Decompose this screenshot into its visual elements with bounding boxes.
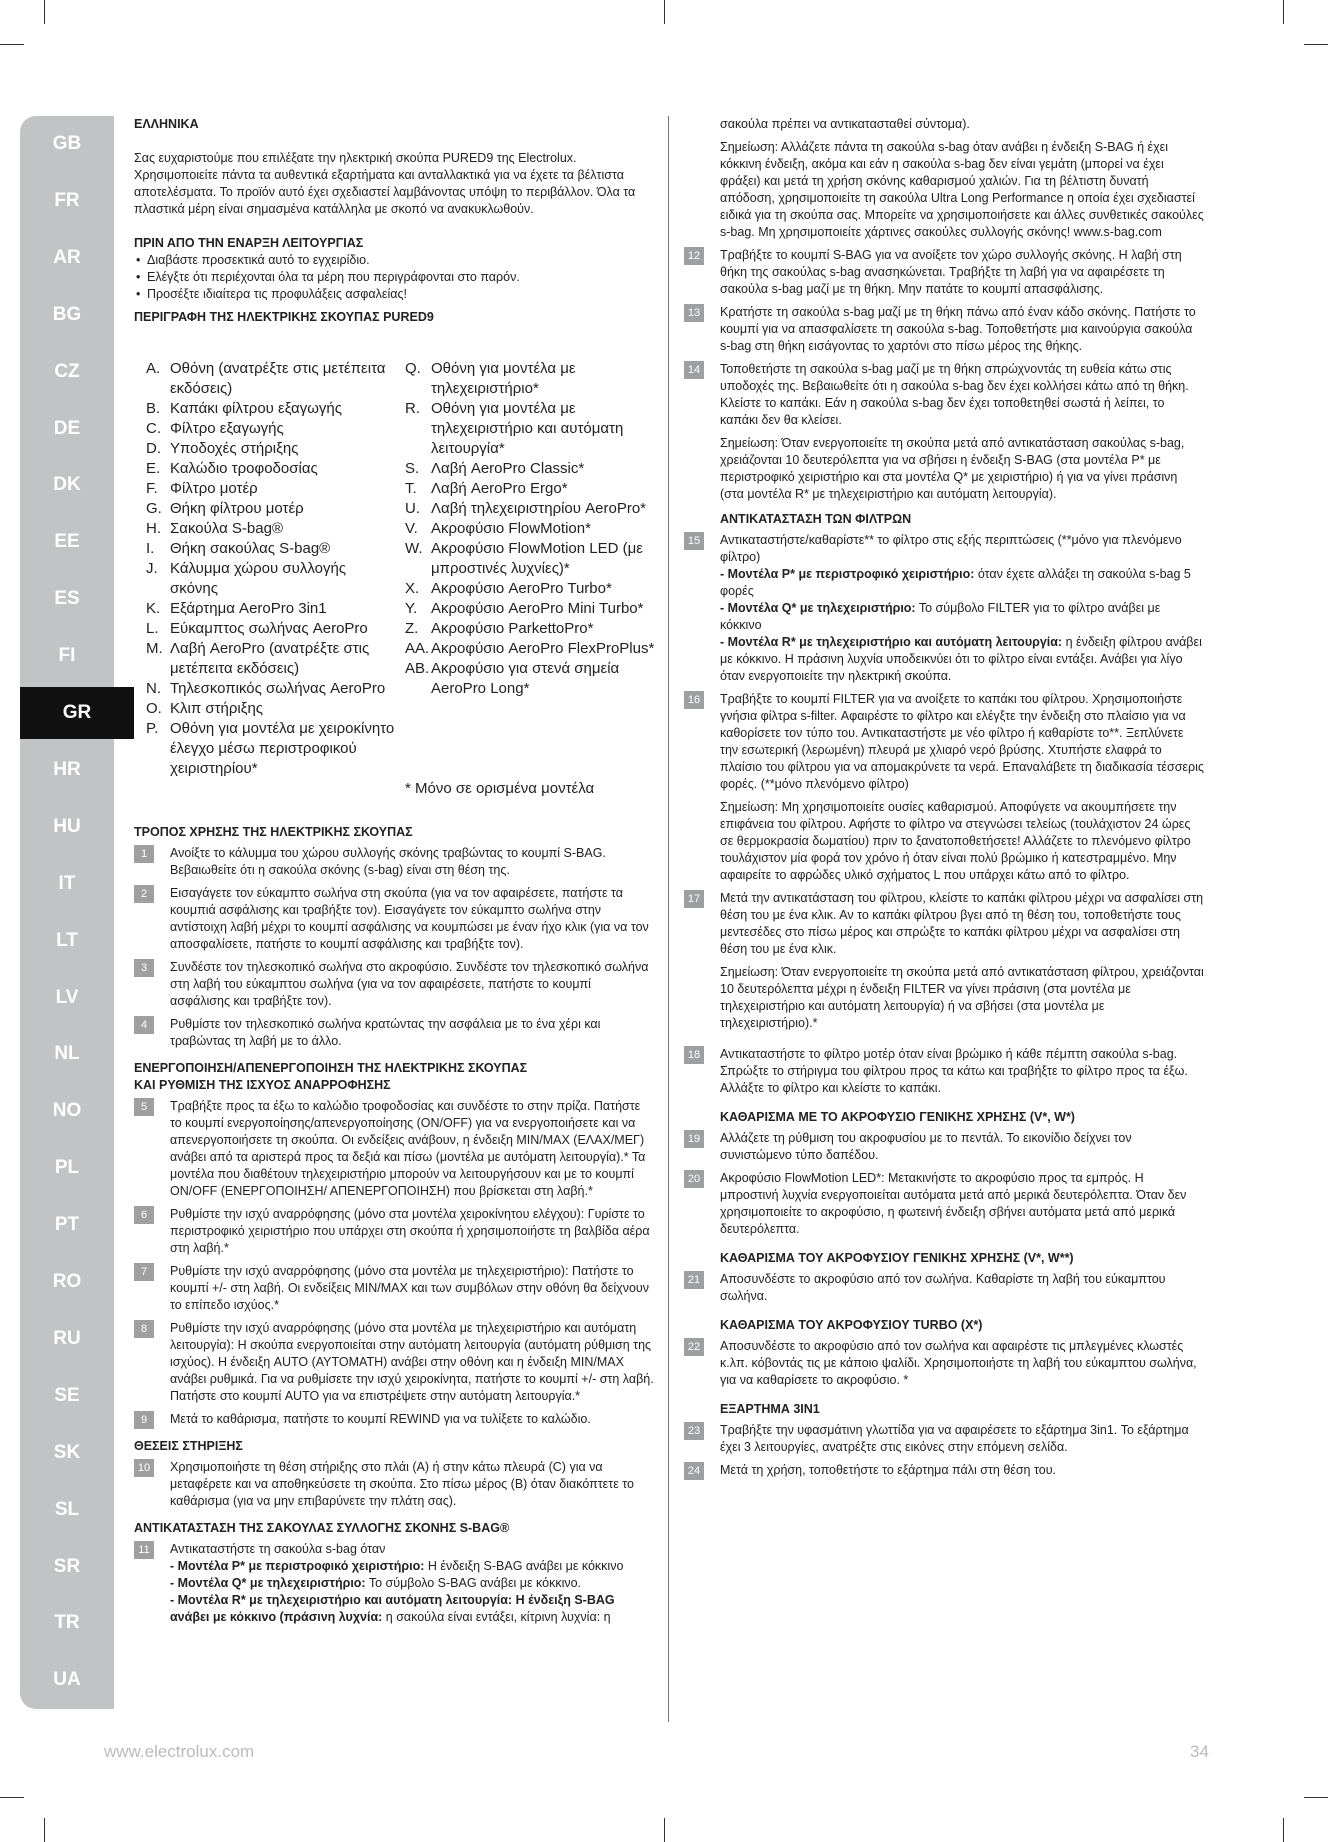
part-key: Z. <box>405 620 419 637</box>
language-tab-fi[interactable]: FI <box>58 645 76 667</box>
part-key: AB. <box>405 660 430 677</box>
step-11-line-3: - Μοντέλα R* με τηλεχειριστήριο και αυτόματη λειτουργία: Η ένδειξη S-BAG ανάβει με κόκκινο (πράσινη λυχνία: η σακούλα είναι εντάξει, κίτρινη λυχνία: η <box>170 1593 615 1624</box>
left-column-lower <box>134 824 654 1632</box>
step-text: Εισαγάγετε τον εύκαμπτο σωλήνα στη σκούπα (για να τον αφαιρέσετε, πατήστε τα κουμπιά ασφάλισης και τραβήξτε τον). Εισαγάγετε τον εύκαμπτο σωλήνα στην αντίστοιχη λαβή μέχρι το κουμπί ασφάλισης να κουμπώσει με έναν ήχο κλικ (για να τον αποσφαλίσετε, πατήστε το κουμπί ασφάλισης και τραβήξτε τον). <box>170 886 649 951</box>
part-key: F. <box>146 480 158 497</box>
step-1 <box>134 845 654 879</box>
before-title: ΠΡΙΝ ΑΠΟ ΤΗΝ ΕΝΑΡΞΗ ΛΕΙΤΟΥΡΓΙΑΣ <box>134 236 364 250</box>
step-text: Ρυθμίστε την ισχύ αναρρόφησης (μόνο στα μοντέλα με τηλεχειριστήριο): Πατήστε το κουμπί +/- στη λαβή. Οι ενδείξεις MIN/MAX και των συμβόλων στην οθόνη θα δείχνουν το επίπεδο ισχύος.* <box>170 1264 649 1312</box>
part-label: Τηλεσκοπικός σωλήνας AeroPro <box>170 680 386 697</box>
step-number: 23 <box>684 1422 704 1440</box>
part-item <box>146 519 396 539</box>
part-key: O. <box>146 700 162 717</box>
language-tab-ro[interactable]: RO <box>52 1271 82 1292</box>
step-23 <box>684 1422 1204 1456</box>
part-key: P. <box>146 720 159 737</box>
part-label: Λαβή AeroPro (ανατρέξτε στις μετέπειτα εκδόσεις) <box>170 640 370 677</box>
before-list-item: • Προσέξτε ιδιαίτερα τις προφυλάξεις ασφαλείας! <box>134 286 654 303</box>
step-text: Αλλάζετε τη ρύθμιση του ακροφυσίου με το πεντάλ. Το εικονίδιο δείχνει τον συνιστώμενο τύπο δαπέδου. <box>720 1131 1132 1162</box>
step-text: Ρυθμίστε την ισχύ αναρρόφησης (μόνο στα μοντέλα με τηλεχειριστήριο και αυτόματη λειτουργία): Η σκούπα ενεργοποιείται στην αυτόματη λειτουργία (αυτόματη ρύθμιση της ισχύος). Η ένδειξη AUTO (ΑΥΤΟΜΑΤΗ) ανάβει στην οθόνη και η ένδειξη MIN/MAX ανάβει ρυθμικά. Για να ρυθμίσετε την ισχύ χειροκίνητα, πατήστε το κουμπί +/- στη λαβή. Πατήστε στο κουμπί AUTO για να επιστρέψετε στην αυτόματη λειτουργία.* <box>170 1321 654 1403</box>
step-text: Τραβήξτε το κουμπί S-BAG για να ανοίξετε τον χώρο συλλογής σκόνης. Η λαβή στη θήκη της σακούλας s-bag ανασηκώνεται. Τραβήξτε τη λαβή για να αφαιρέσετε τη σακούλα s-bag μαζί με τη θήκη. Μην πατάτε το κουμπί απασφάλισης. <box>720 248 1182 296</box>
language-tab-ar[interactable]: AR <box>53 246 81 268</box>
part-item <box>405 579 665 599</box>
turbo-title: ΚΑΘΑΡΙΣΜΑ ΤΟΥ ΑΚΡΟΦΥΣΙΟΥ TURBO (X*) <box>720 1318 983 1332</box>
part-item <box>146 499 396 519</box>
crop-mark <box>1304 44 1328 45</box>
step-10 <box>134 1459 654 1510</box>
step-text: Τραβήξτε προς τα έξω το καλώδιο τροφοδοσίας και συνδέστε το στην πρίζα. Πατήστε το κουμπί ενεργοποίησης/απενεργοποίησης (ON/OFF) για να ενεργοποιήσετε και να απενεργοποιήσετε τη σκούπα. Οι ενδείξεις ανάβουν, η ένδειξη MIN/MAX (ΕΛΑΧ/ΜΕΓ) ανάβει από τα αριστερά προς τα δεξιά και πίσω (μοντέλα με αυτόματη λειτουργία).* Τα μοντέλα που διαθέτουν τηλεχειριστήριο μπορούν να λειτουργήσουν και με το κουμπί ON/OFF (ΕΝΕΡΓΟΠΟΙΗΣΗ/ ΑΠΕΝΕΡΓΟΠΟΙΗΣΗ) που βρίσκεται στη λαβή.* <box>170 1099 646 1198</box>
step-number: 2 <box>134 885 154 903</box>
part-item <box>146 619 396 639</box>
part-label: Καλώδιο τροφοδοσίας <box>170 460 318 477</box>
step-6 <box>134 1206 654 1257</box>
part-key: C. <box>146 420 161 437</box>
part-item <box>146 399 396 419</box>
before-list-item: • Διαβάστε προσεκτικά αυτό το εγχειρίδιο. <box>134 252 654 269</box>
step-21 <box>684 1271 1204 1305</box>
part-key: S. <box>405 460 420 477</box>
before-list-item: • Ελέγξτε ότι περιέχονται όλα τα μέρη που περιγράφονται στο παρόν. <box>134 269 654 286</box>
step-22 <box>684 1338 1204 1389</box>
language-tab-lt[interactable]: LT <box>56 929 78 951</box>
step-number: 8 <box>134 1320 154 1338</box>
continued-text: σακούλα πρέπει να αντικατασταθεί σύντομα). <box>720 117 970 131</box>
step-12 <box>684 247 1204 298</box>
part-key: Y. <box>405 600 418 617</box>
part-item <box>405 539 665 579</box>
step-15-line-1: - Μοντέλα P* με περιστροφικό χειριστήριο: όταν έχετε αλλάξει τη σακούλα s-bag 5 φορές <box>720 567 1191 598</box>
part-label: Οθόνη για μοντέλα με τηλεχειριστήριο και αυτόματη λειτουργία* <box>431 400 624 457</box>
part-label: Ακροφύσιο FlowMotion* <box>431 520 591 537</box>
step-text: Τραβήξτε το κουμπί FILTER για να ανοίξετε το καπάκι του φίλτρου. Χρησιμοποιήστε γνήσια φίλτρα s-filter. Αφαιρέστε το φίλτρο και ελέγξτε την ένδειξη στο πλαίσιο για να καθορίσετε τον τύπο του. Αντικαταστήστε με νέο φίλτρο ή καθαρίστε το**. Ξεπλύνετε την εσωτερική (λερωμένη) πλευρά με χλιαρό νερό βρύσης. Χτυπήστε ελαφρά το πλαίσιο του φίλτρου για να απομακρύνετε τα νερά. Επαναλάβετε τη διαδικασία τέσσερις φορές. (**μόνο πλενόμενο φίλτρο) <box>720 692 1204 791</box>
part-key: H. <box>146 520 161 537</box>
step-15 <box>684 532 1204 685</box>
part-key: M. <box>146 640 163 657</box>
language-tab-hu[interactable]: HU <box>53 815 81 837</box>
language-tab-sk[interactable]: SK <box>53 1441 81 1463</box>
step-number: 24 <box>684 1462 704 1480</box>
part-label: Ακροφύσιο AeroPro Turbo* <box>431 580 612 597</box>
step-15-line-3: - Μοντέλα R* με τηλεχειριστήριο και αυτόματη λειτουργία: η ένδειξη φίλτρου ανάβει με κόκκινο. Η πράσινη λυχνία υποδεικνύει ότι το φίλτρο είναι εντάξει. Ανάβει για λίγο όταν ενεργοποιείτε την ηλεκτρική σκούπα. <box>720 635 1202 683</box>
step-text: Τοποθετήστε τη σακούλα s-bag μαζί με τη θήκη σπρώχνοντάς τη ευθεία κάτω στις υποδοχές της. Βεβαιωθείτε ότι η σακούλα s-bag δεν έχει κολλήσει κάτω από τη θήκη. Κλείστε το καπάκι. Εάν η σακούλα s-bag δεν έχει τοποθετηθεί σωστά ή λείπει, το καπάκι δεν θα κλείσει. <box>720 362 1189 427</box>
part-key: B. <box>146 400 161 417</box>
part-key: X. <box>405 580 420 597</box>
step-number: 11 <box>134 1541 154 1559</box>
general-nozzle-title: ΚΑΘΑΡΙΣΜΑ ΜΕ ΤΟ ΑΚΡΟΦΥΣΙΟ ΓΕΝΙΚΗΣ ΧΡΗΣΗΣ (V*, W*) <box>720 1110 1075 1124</box>
filters-title: ΑΝΤΙΚΑΤΑΣΤΑΣΗ ΤΩΝ ΦΙΛΤΡΩΝ <box>720 512 912 526</box>
step-11-line-2: - Μοντέλα Q* με τηλεχειριστήριο: Το σύμβολο S-BAG ανάβει με κόκκινο. <box>170 1576 582 1590</box>
part-item <box>405 479 665 499</box>
part-key: G. <box>146 500 162 517</box>
part-item <box>146 539 396 559</box>
intro-text: Σας ευχαριστούμε που επιλέξατε την ηλεκτρική σκούπα PURED9 της Electrolux. Χρησιμοποιείτε πάντα τα αυθεντικά εξαρτήματα και ανταλλακτικά για να έχετε τα βέλτιστα αποτελέσματα. Το προϊόν αυτό έχει σχεδιαστεί λαμβάνοντας υπόψη το περιβάλλον. Όλα τα πλαστικά μέρη είναι σημασμένα κατάλληλα με σκοπό να ανακυκλωθούν. <box>134 151 636 216</box>
note-filter-reset: Σημείωση: Όταν ενεργοποιείτε τη σκούπα μετά από αντικατάσταση φίλτρου, χρειάζονται 10 δευτερόλεπτα μέχρι η ένδειξη FILTER να γίνει πράσινη (στα μοντέλα με τηλεχειριστήριο και αυτόματη λειτουργία) ή να σβήσει (στα μοντέλα με τηλεχειριστήριο).* <box>720 965 1204 1030</box>
part-item <box>405 499 665 519</box>
part-item <box>405 399 665 459</box>
step-3 <box>134 959 654 1010</box>
step-number: 1 <box>134 845 154 863</box>
step-number: 16 <box>684 691 704 709</box>
step-number: 14 <box>684 361 704 379</box>
part-item <box>146 459 396 479</box>
part-label: Εξάρτημα AeroPro 3in1 <box>170 600 327 617</box>
step-18 <box>684 1046 1204 1097</box>
language-tab-ua[interactable]: UA <box>53 1669 81 1691</box>
language-tab-se[interactable]: SE <box>54 1384 80 1406</box>
step-2 <box>134 885 654 953</box>
step-text: Ακροφύσιο FlowMotion LED*: Μετακινήστε το ακροφύσιο προς τα εμπρός. Η μπροστινή λυχνία ενεργοποιείται αυτόματα μετά από μερικά δευτερόλεπτα. Όταν δεν χρησιμοποιείτε το ακροφύσιο, η φωτεινή ένδειξη σβήνει αυτόματα μετά από μερικά δευτερόλεπτα. <box>720 1171 1187 1236</box>
use-title: ΤΡΟΠΟΣ ΧΡΗΣΗΣ ΤΗΣ ΗΛΕΚΤΡΙΚΗΣ ΣΚΟΥΠΑΣ <box>134 825 413 839</box>
crop-mark <box>1283 1818 1284 1842</box>
language-tab-sl[interactable]: SL <box>54 1498 80 1520</box>
part-key: K. <box>146 600 161 617</box>
language-sidebar <box>20 116 114 1709</box>
step-number: 4 <box>134 1016 154 1034</box>
part-label: Λαβή AeroPro Ergo* <box>431 480 568 497</box>
right-column <box>684 116 1204 1485</box>
language-title: ΕΛΛΗΝΙΚΑ <box>134 117 199 131</box>
language-tab-nl[interactable]: NL <box>54 1043 80 1065</box>
part-key: A. <box>146 360 161 377</box>
column-divider <box>668 116 669 1722</box>
language-tab-es[interactable]: ES <box>54 588 80 610</box>
language-tab-pl[interactable]: PL <box>54 1157 80 1179</box>
step-24 <box>684 1462 1204 1479</box>
step-number: 10 <box>134 1459 154 1477</box>
part-item <box>405 639 665 659</box>
part-item <box>146 479 396 499</box>
language-tab-fr[interactable]: FR <box>54 189 80 211</box>
part-label: Ακροφύσιο ParkettoPro* <box>431 620 594 637</box>
step-text: Ρυθμίστε τον τηλεσκοπικό σωλήνα κρατώντας την ασφάλεια με το ένα χέρι και τραβώντας τη λαβή με το άλλο. <box>170 1017 601 1048</box>
crop-mark <box>664 0 665 24</box>
onoff-title-line1: ΕΝΕΡΓΟΠΟΙΗΣΗ/ΑΠΕΝΕΡΓΟΠΟΙΗΣΗ ΤΗΣ ΗΛΕΚΤΡΙΚΗΣ ΣΚΟΥΠΑΣ <box>134 1061 528 1075</box>
footer-url: www.electrolux.com <box>104 1742 255 1761</box>
step-text: Αντικαταστήστε το φίλτρο μοτέρ όταν είναι βρώμικο ή κάθε πέμπτη σακούλα s-bag. Σπρώξτε το στήριγμα του φίλτρου προς τα κάτω και τραβήξτε το φίλτρο προς τα έξω. Αλλάξτε το φίλτρο και κλείστε το καπάκι. <box>720 1047 1188 1095</box>
step-number: 5 <box>134 1098 154 1116</box>
step-9 <box>134 1411 654 1428</box>
part-label: Οθόνη για μοντέλα με τηλεχειριστήριο* <box>431 360 576 397</box>
part-key: L. <box>146 620 159 637</box>
crop-mark <box>1304 1797 1328 1798</box>
step-text: Τραβήξτε την υφασμάτινη γλωττίδα για να αφαιρέσετε το εξάρτημα 3in1. Το εξάρτημα έχει 3 λειτουργίες, ανατρέξτε στις εικόνες στην επόμενη σελίδα. <box>720 1423 1189 1454</box>
part-label: Κλιπ στήριξης <box>170 700 264 717</box>
crop-mark <box>0 1797 24 1798</box>
step-text: Συνδέστε τον τηλεσκοπικό σωλήνα στο ακροφύσιο. Συνδέστε τον τηλεσκοπικό σωλήνα στη λαβή του εύκαμπτου σωλήνα (για να τον αφαιρέσετε, πατήστε το κουμπί ασφάλισης και τραβήξτε τον). <box>170 960 649 1008</box>
left-column <box>134 116 654 344</box>
step-5 <box>134 1098 654 1200</box>
part-label: Ακροφύσιο AeroPro FlexProPlus* <box>431 640 655 657</box>
language-tab-bg[interactable]: BG <box>52 303 82 325</box>
language-tab-cz[interactable]: CZ <box>54 360 80 382</box>
step-number: 12 <box>684 247 704 265</box>
language-tab-no[interactable]: NO <box>52 1100 82 1122</box>
step-number: 3 <box>134 959 154 977</box>
step-17 <box>684 890 1204 958</box>
step-number: 20 <box>684 1170 704 1188</box>
part-item <box>405 459 665 479</box>
step-13 <box>684 304 1204 355</box>
step-number: 17 <box>684 890 704 908</box>
step-number: 21 <box>684 1271 704 1289</box>
part-key: T. <box>405 480 417 497</box>
step-number: 22 <box>684 1338 704 1356</box>
step-number: 9 <box>134 1411 154 1429</box>
part-item <box>146 639 396 679</box>
part-item <box>146 359 396 399</box>
step-11 <box>134 1541 654 1626</box>
part-key: D. <box>146 440 161 457</box>
step-text: Ανοίξτε το κάλυμμα του χώρου συλλογής σκόνης τραβώντας το κουμπί S-BAG. Βεβαιωθείτε ότι η σακούλα σκόνης (s-bag) είναι στη θέση της. <box>170 846 606 877</box>
step-text: Κρατήστε τη σακούλα s-bag μαζί με τη θήκη πάνω από έναν κάδο σκόνης. Πατήστε το κουμπί για να απασφαλίσετε τη σακούλα s-bag. Τοποθετήστε μια καινούργια σακούλα s-bag στη θήκη εισάγοντας το χαρτόνι στο πίσω μέρος της θήκης. <box>720 305 1196 353</box>
part-label: Λαβή AeroPro Classic* <box>431 460 585 477</box>
part-label: Σακούλα S-bag® <box>170 520 283 537</box>
step-11-line-1: - Μοντέλα P* με περιστροφικό χειριστήριο: Η ένδειξη S-BAG ανάβει με κόκκινο <box>170 1559 624 1573</box>
page-number: 34 <box>1190 1742 1209 1761</box>
part-label: Οθόνη (ανατρέξτε στις μετέπειτα εκδόσεις) <box>170 360 386 397</box>
note-sbag-reset: Σημείωση: Όταν ενεργοποιείτε τη σκούπα μετά από αντικατάσταση σακούλας s-bag, χρειάζονται 10 δευτερόλεπτα για να σβήσει η ένδειξη S-BAG (στα μοντέλα P* με περιστροφικό χειριστήριο και στα μοντέλα Q* με χειριστήριο) ή για να γίνει πράσινη (στα μοντέλα R* με τηλεχειριστήριο και αυτόματη λειτουργία). <box>720 436 1185 501</box>
part-label: Φίλτρο εξαγωγής <box>170 420 284 437</box>
part-key: J. <box>146 560 158 577</box>
onoff-title-line2: ΚΑΙ ΡΥΘΜΙΣΗ ΤΗΣ ΙΣΧΥΟΣ ΑΝΑΡΡΟΦΗΣΗΣ <box>134 1078 391 1092</box>
language-tab-dk[interactable]: DK <box>53 474 81 496</box>
step-number: 19 <box>684 1130 704 1148</box>
step-text: Μετά την αντικατάσταση του φίλτρου, κλείστε το καπάκι φίλτρου μέχρι να ασφαλίσει στη θέση του με ένα κλικ. Αν το καπάκι φίλτρου βγει από τη θέση του, τοποθετήστε τους μεντεσέδες στο πίσω μέρος και σπρώξτε το καπάκι φίλτρου μέχρι να ασφαλίσει στη θέση του με ένα κλικ. <box>720 891 1204 956</box>
part-item <box>146 599 396 619</box>
crop-mark <box>44 0 45 24</box>
step-number: 7 <box>134 1263 154 1281</box>
language-tab-hr[interactable]: HR <box>53 758 81 780</box>
crop-mark <box>44 1818 45 1842</box>
step-15-line-2: - Μοντέλα Q* με τηλεχειριστήριο: Το σύμβολο FILTER για το φίλτρο ανάβει με κόκκινο <box>720 601 1161 632</box>
step-text: Χρησιμοποιήστε τη θέση στήριξης στο πλάι (A) ή στην κάτω πλευρά (C) για να μεταφέρετε και να αποθηκεύσετε τη σκούπα. Στο πίσω μέρος (B) όταν διακόπτετε το καθάρισμα (για να μην επιβαρύνετε την πλάτη σας). <box>170 1460 634 1508</box>
step-16 <box>684 691 1204 793</box>
step-7 <box>134 1263 654 1314</box>
step-14 <box>684 361 1204 429</box>
part-item <box>405 599 665 619</box>
part-label: Ακροφύσιο AeroPro Mini Turbo* <box>431 600 644 617</box>
language-tab-tr[interactable]: TR <box>54 1612 80 1634</box>
before-list <box>134 252 654 303</box>
part-item <box>146 679 396 699</box>
note-sbag: Σημείωση: Αλλάζετε πάντα τη σακούλα s-bag όταν ανάβει η ένδειξη S-BAG ή έχει κόκκινη ένδειξη, ακόμα και εάν η σακούλα s-bag δεν είναι γεμάτη (μπορεί να έχει φράξει) και μετά τη χρήση σκόνης καθαρισμού χαλιών. Για τη βέλτιστη δυνατή απόδοση, χρησιμοποιείτε τη σακούλα Ultra Long Performance η οποία έχει σχεδιαστεί ειδικά για τη σκούπα σας. Μπορείτε να χρησιμοποιήσετε και άλλες συνθετικές σακούλες s-bag. Μη χρησιμοποιείτε χάρτινες σακούλες συλλογής σκόνης! www.s-bag.com <box>720 140 1204 239</box>
part-label: Ακροφύσιο για στενά σημεία AeroPro Long* <box>431 660 620 697</box>
step-number: 15 <box>684 532 704 550</box>
step-number: 6 <box>134 1206 154 1224</box>
step-text: Μετά το καθάρισμα, πατήστε το κουμπί REWIND για να τυλίξετε το καλώδιο. <box>170 1412 591 1426</box>
language-tab-de[interactable]: DE <box>53 417 81 439</box>
step-19 <box>684 1130 1204 1164</box>
part-label: Εύκαμπτος σωλήνας AeroPro <box>170 620 368 637</box>
part-key: Q. <box>405 360 421 377</box>
part-item <box>146 559 396 599</box>
step-8 <box>134 1320 654 1405</box>
part-label: Οθόνη για μοντέλα με χειροκίνητο έλεγχο μέσω περιστροφικού χειριστηρίου* <box>170 720 395 777</box>
part-label: Λαβή τηλεχειριστηρίου AeroPro* <box>431 500 647 517</box>
part-item <box>146 699 396 719</box>
part-key: N. <box>146 680 161 697</box>
language-tab-gb[interactable]: GB <box>52 133 82 154</box>
crop-mark <box>664 1818 665 1842</box>
step-number: 13 <box>684 304 704 322</box>
part-label: Θήκη σακούλας S-bag® <box>170 540 331 557</box>
step-4 <box>134 1016 654 1050</box>
language-tab-sr[interactable]: SR <box>53 1555 81 1577</box>
step-number: 18 <box>684 1046 704 1064</box>
crop-mark <box>1283 0 1284 24</box>
step-20 <box>684 1170 1204 1238</box>
part-label: Υποδοχές στήριξης <box>170 440 299 457</box>
language-tab-gr[interactable]: GR <box>20 687 134 739</box>
part-key: V. <box>405 520 418 537</box>
parts-note: * Μόνο σε ορισμένα μοντέλα <box>405 780 595 797</box>
language-tab-pt[interactable]: PT <box>54 1214 80 1236</box>
part-key: U. <box>405 500 420 517</box>
parts-list-b <box>405 359 665 699</box>
part-key: W. <box>405 540 423 557</box>
part-key: E. <box>146 460 161 477</box>
parts-list-a <box>146 359 396 779</box>
part-item <box>146 439 396 459</box>
onoff-title <box>134 1060 654 1094</box>
part-item <box>146 719 396 779</box>
step-text: Αποσυνδέστε το ακροφύσιο από τον σωλήνα και αφαιρέστε τις μπλεγμένες κλωστές κ.λπ. κόβοντάς τις με κάποιο ψαλίδι. Χρησιμοποιήστε τη λαβή του εύκαμπτου σωλήνα, για να καθαρίσετε το ακροφύσιο. * <box>720 1339 1197 1387</box>
crop-mark <box>0 44 24 45</box>
accessory-title: ΕΞΑΡΤΗΜΑ 3IN1 <box>720 1402 820 1416</box>
language-tab-ee[interactable]: EE <box>54 531 80 553</box>
description-title: ΠΕΡΙΓΡΑΦΗ ΤΗΣ ΗΛΕΚΤΡΙΚΗΣ ΣΚΟΥΠΑΣ PURED9 <box>134 310 434 324</box>
part-item <box>146 419 396 439</box>
language-tab-ru[interactable]: RU <box>53 1327 81 1349</box>
part-label: Θήκη φίλτρου μοτέρ <box>170 500 304 517</box>
language-tab-it[interactable]: IT <box>58 872 76 894</box>
part-key: AA. <box>405 640 430 657</box>
parking-title: ΘΕΣΕΙΣ ΣΤΗΡΙΞΗΣ <box>134 1439 243 1453</box>
language-tab-lv[interactable]: LV <box>55 986 79 1008</box>
step-11-intro: Αντικαταστήστε τη σακούλα s-bag όταν <box>170 1542 386 1556</box>
step-text: Μετά τη χρήση, τοποθετήστε το εξάρτημα πάλι στη θέση του. <box>720 1463 1056 1477</box>
step-text: Ρυθμίστε την ισχύ αναρρόφησης (μόνο στα μοντέλα χειροκίνητου ελέγχου): Γυρίστε το περιστροφικό χειριστήριο που υπάρχει στη σκούπα ή χρησιμοποιήστε τη βαλβίδα αέρα στη λαβή.* <box>170 1207 650 1255</box>
part-item <box>405 519 665 539</box>
part-label: Ακροφύσιο FlowMotion LED (με μπροστινές λυχνίες)* <box>431 540 643 577</box>
part-item <box>405 619 665 639</box>
general-nozzle-clean-title: ΚΑΘΑΡΙΣΜΑ ΤΟΥ ΑΚΡΟΦΥΣΙΟΥ ΓΕΝΙΚΗΣ ΧΡΗΣΗΣ (V*, W**) <box>720 1251 1074 1265</box>
part-label: Κάλυμμα χώρου συλλογής σκόνης <box>170 560 347 597</box>
bag-title: ΑΝΤΙΚΑΤΑΣΤΑΣΗ ΤΗΣ ΣΑΚΟΥΛΑΣ ΣΥΛΛΟΓΗΣ ΣΚΟΝΗΣ S-BAG® <box>134 1521 510 1535</box>
note-filter-care: Σημείωση: Μη χρησιμοποιείτε ουσίες καθαρισμού. Αποφύγετε να ακουμπήσετε την επιφάνεια του φίλτρου. Αφήστε το φίλτρο να στεγνώσει τελείως (τουλάχιστον 24 ώρες σε θερμοκρασία δωματίου) πριν το ξανατοποθετήσετε! Αλλάζετε το πλενόμενο φίλτρο τουλάχιστον μία φορά τον χρόνο ή όταν είναι πολύ βρώμικο ή κατεστραμμένο. Μην αφαιρείτε το αφρώδες υλικό σχήματος L που υπάρχει κάτω από το φίλτρο. <box>720 800 1191 882</box>
part-key: R. <box>405 400 420 417</box>
step-15-intro: Αντικαταστήστε/καθαρίστε** το φίλτρο στις εξής περιπτώσεις (**μόνο για πλενόμενο φίλτρο) <box>720 533 1182 564</box>
part-item <box>405 359 665 399</box>
part-key: I. <box>146 540 155 557</box>
part-label: Καπάκι φίλτρου εξαγωγής <box>170 400 342 417</box>
part-label: Φίλτρο μοτέρ <box>170 480 258 497</box>
step-text: Αποσυνδέστε το ακροφύσιο από τον σωλήνα. Καθαρίστε τη λαβή του εύκαμπτου σωλήνα. <box>720 1272 1166 1303</box>
part-item <box>405 659 665 699</box>
